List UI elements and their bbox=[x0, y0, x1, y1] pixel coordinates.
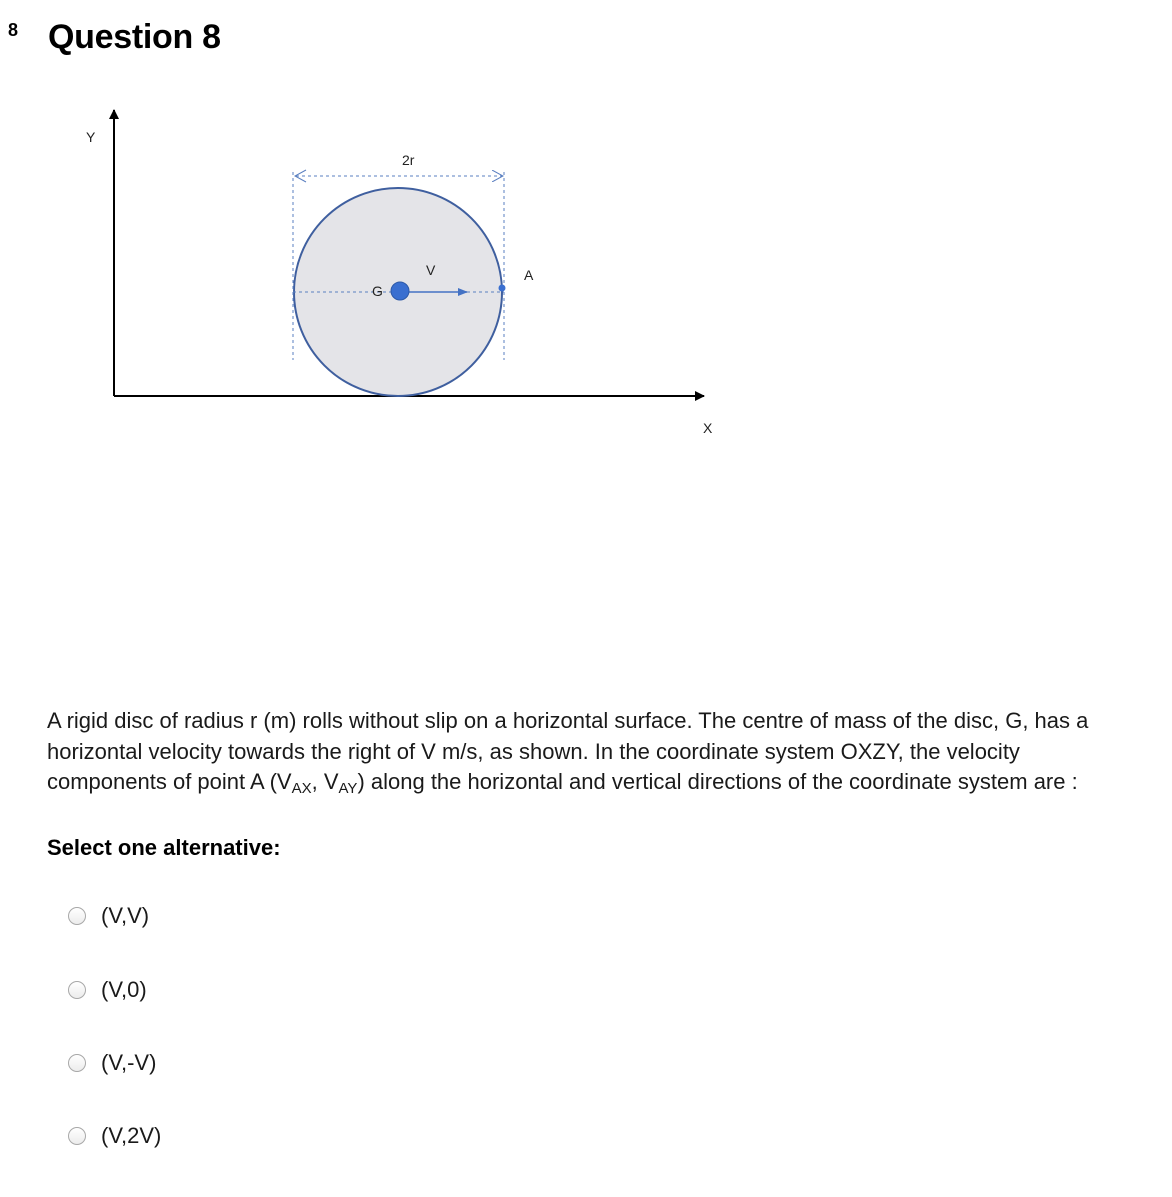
radio-button[interactable] bbox=[68, 981, 86, 999]
question-text-part-3: ) along the horizontal and vertical directions of the coordinate system are : bbox=[357, 769, 1078, 794]
question-text-part-1: A rigid disc of radius r (m) rolls without slip on a horizontal surface. The centre of mass of the disc, G, has a horizontal velocity towards the right of V m/s, as shown. In the coordinate system OXZY, the velocity components of point A (V bbox=[47, 708, 1089, 794]
subscript-ax: AX bbox=[291, 780, 312, 797]
radio-button[interactable] bbox=[68, 907, 86, 925]
option-label: (V,-V) bbox=[101, 1050, 157, 1075]
rolling-disc-diagram bbox=[0, 0, 1172, 460]
x-axis-label: X bbox=[703, 420, 713, 436]
point-a-dot bbox=[499, 285, 506, 292]
y-axis-label: Y bbox=[86, 129, 96, 145]
option-3[interactable] bbox=[68, 1050, 156, 1076]
radio-button[interactable] bbox=[68, 1054, 86, 1072]
option-4[interactable] bbox=[68, 1123, 161, 1149]
question-text-part-2: , V bbox=[311, 769, 339, 794]
question-number: 8 bbox=[8, 20, 19, 40]
question-text bbox=[47, 706, 1137, 798]
center-of-mass-dot bbox=[391, 282, 409, 300]
diameter-label: 2r bbox=[402, 152, 415, 168]
center-label: G bbox=[372, 283, 383, 299]
radio-button[interactable] bbox=[68, 1127, 86, 1145]
point-a-label: A bbox=[524, 267, 534, 283]
velocity-label: V bbox=[426, 262, 436, 278]
option-label: (V,0) bbox=[101, 977, 147, 1002]
option-1[interactable] bbox=[68, 903, 149, 929]
subscript-ay: AY bbox=[338, 780, 358, 797]
option-label: (V,2V) bbox=[101, 1123, 162, 1148]
option-2[interactable] bbox=[68, 977, 147, 1003]
select-instruction: Select one alternative: bbox=[47, 835, 281, 860]
option-label: (V,V) bbox=[101, 903, 150, 928]
question-title: Question 8 bbox=[48, 18, 221, 56]
